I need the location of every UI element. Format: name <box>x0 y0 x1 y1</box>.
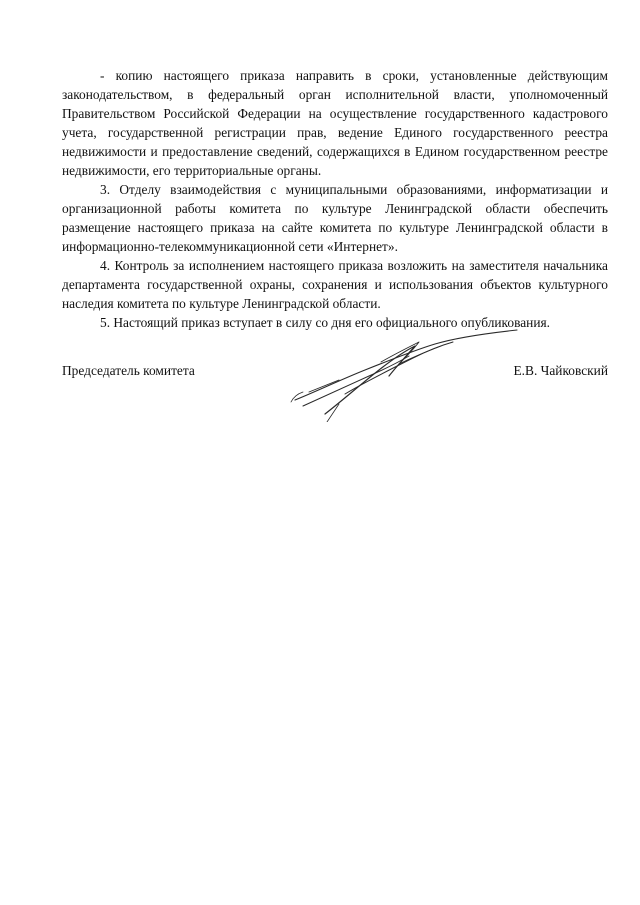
paragraph-item-3: 3. Отделу взаимодействия с муниципальными образованиями, информатизации и организационной работы комитета по культуре Ленинградской области обеспечить размещение настоящего приказа на сайте комитета по культуре Ленинградской области в информационно-телекоммуникационной сети «Интернет». <box>62 182 608 254</box>
signature-block <box>62 361 608 385</box>
document-body <box>62 66 608 332</box>
paragraph-item-4: 4. Контроль за исполнением настоящего приказа возложить на заместителя начальника департамента государственной охраны, сохранения и использования объектов культурного наследия комитета по культуре Ленинградской области. <box>62 258 608 311</box>
signatory-title: Председатель комитета <box>62 363 195 378</box>
paragraph-copy-order: - копию настоящего приказа направить в сроки, установленные действующим законодательством, в федеральный орган исполнительной власти, уполномоченный Правительством Российской Федерации на осуществление государственного кадастрового учета, государственной регистрации прав, ведение Единого государственного реестра недвижимости и предоставление сведений, содержащихся в Едином государственном реестре недвижимости, его территориальные органы. <box>62 68 608 178</box>
signatory-name: Е.В. Чайковский <box>513 363 608 378</box>
paragraph-item-5: 5. Настоящий приказ вступает в силу со дня его официального опубликования. <box>100 315 550 330</box>
